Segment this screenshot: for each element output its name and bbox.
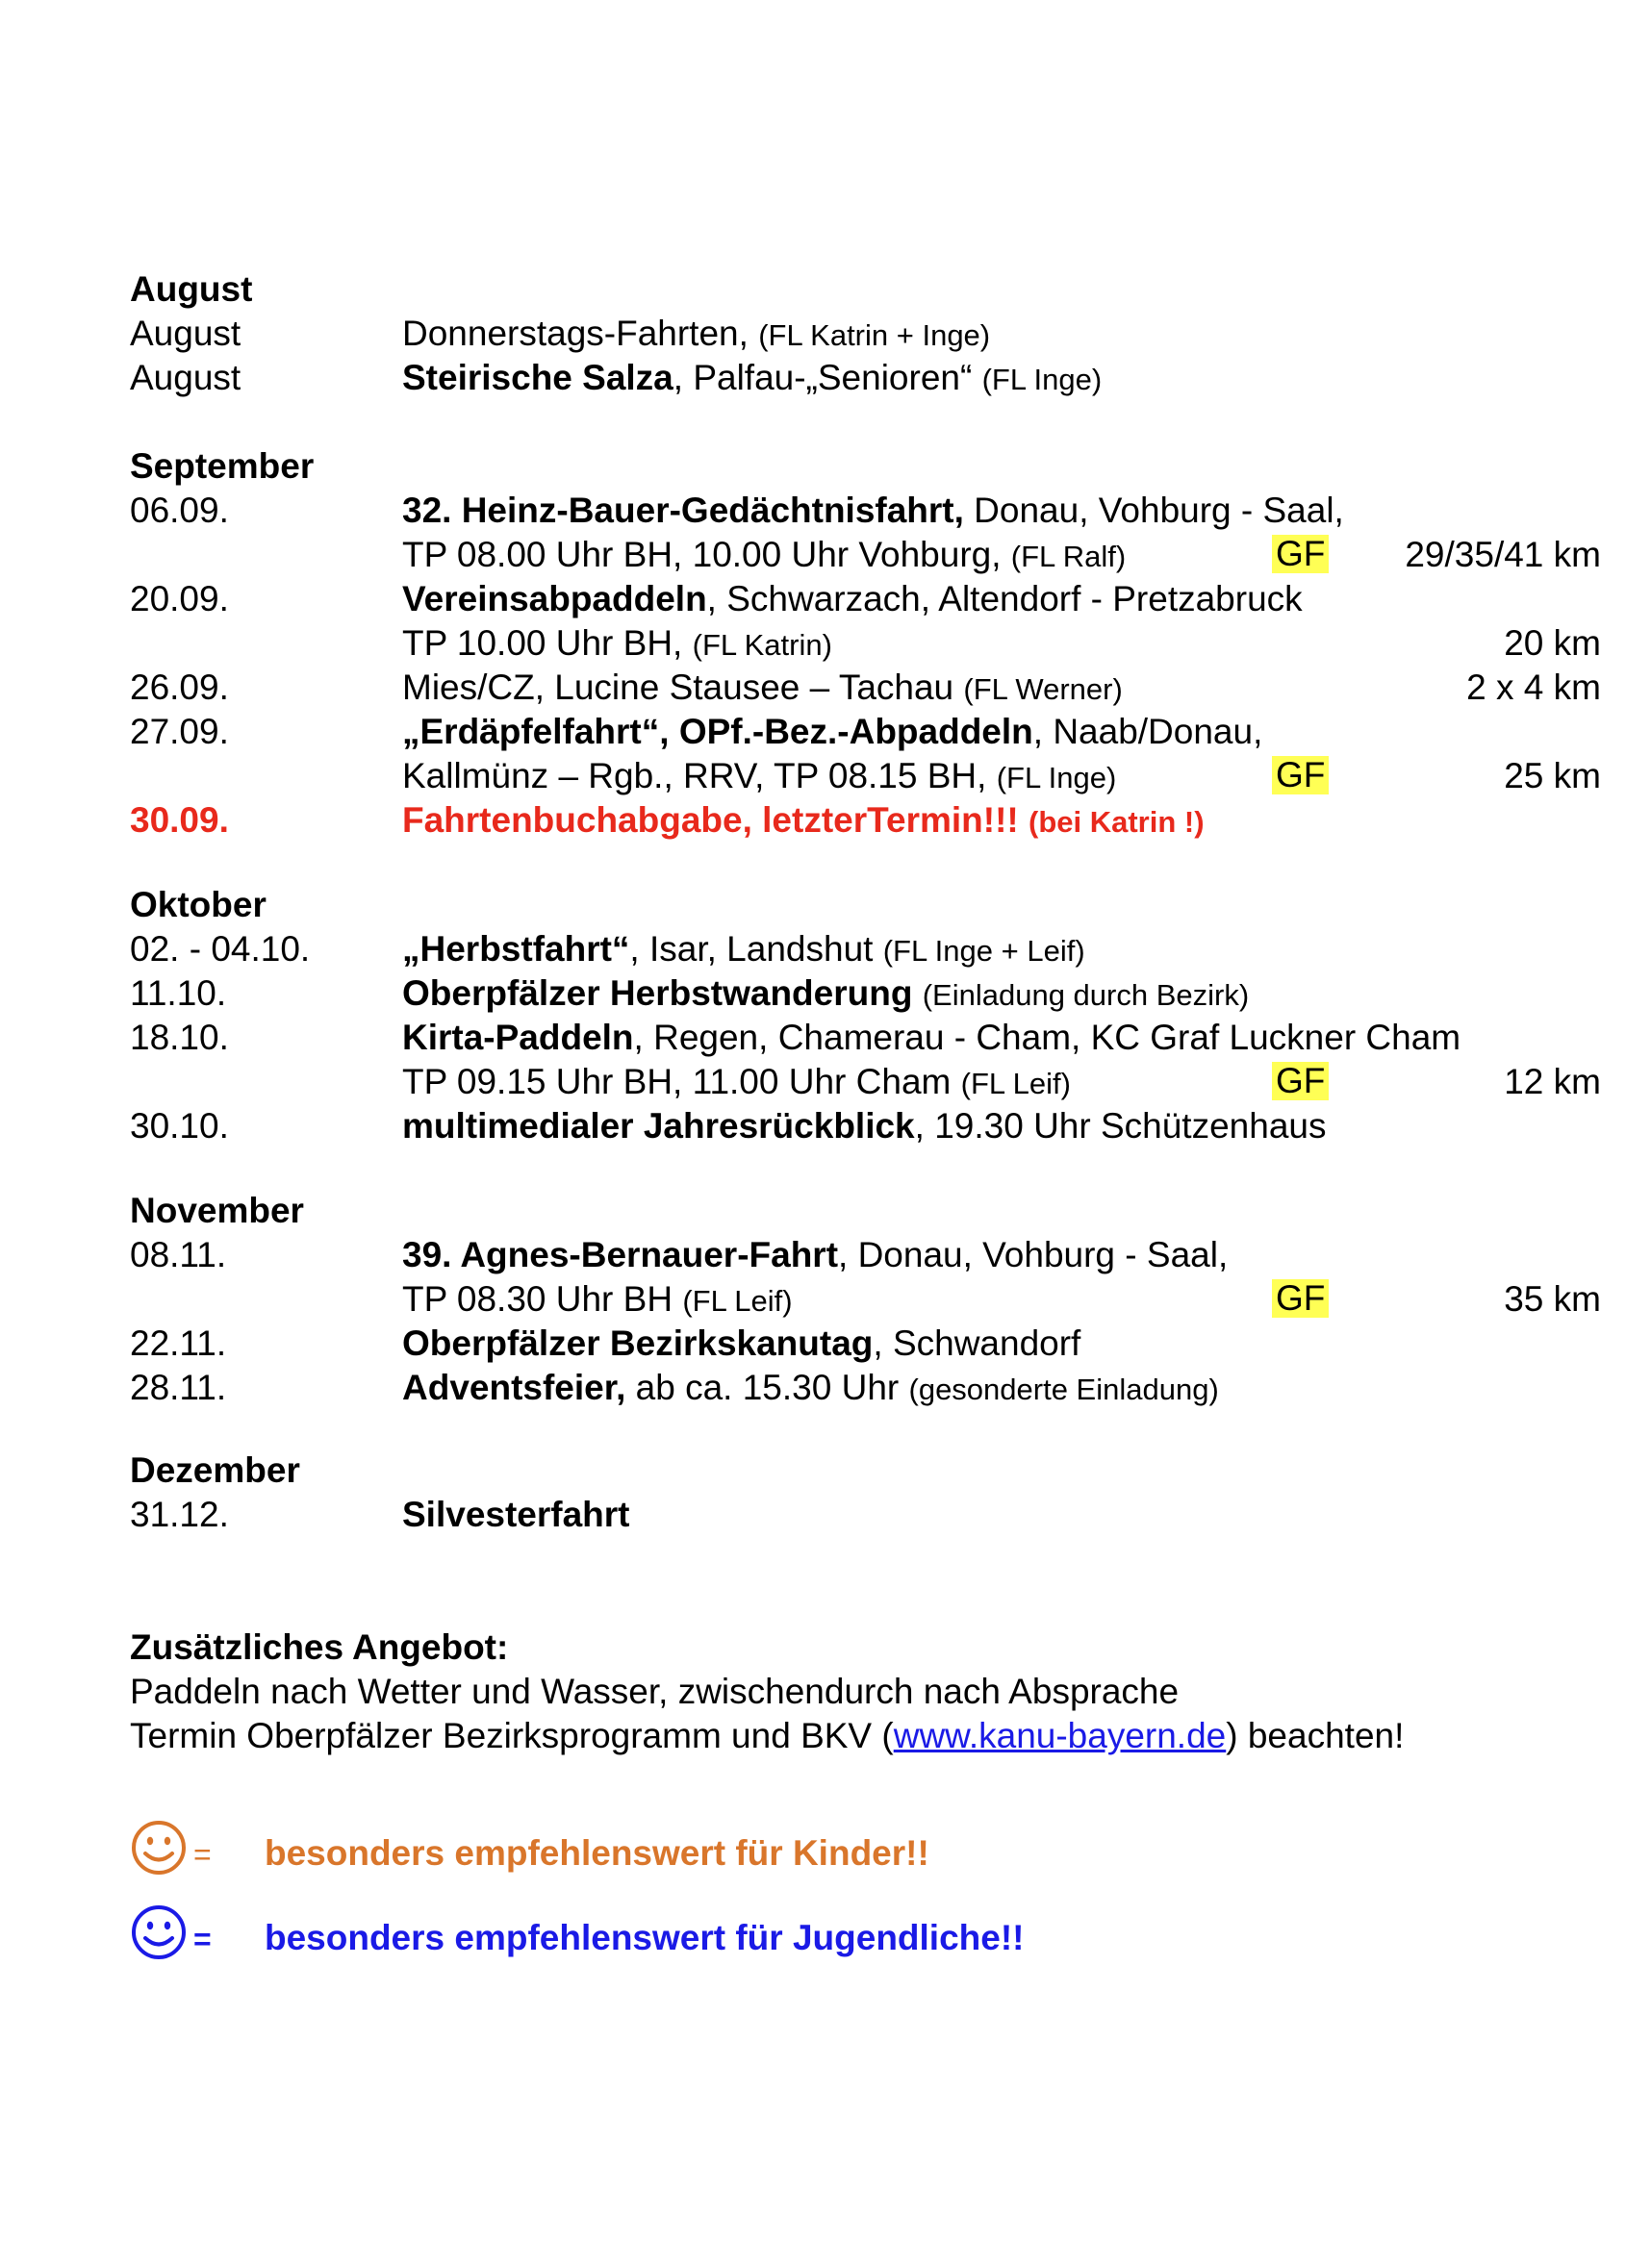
event-text: , Naab/Donau, bbox=[1032, 712, 1263, 751]
month-heading-september: September bbox=[130, 446, 315, 486]
event-desc bbox=[402, 1233, 1228, 1277]
event-title: Steirische Salza bbox=[402, 358, 673, 397]
event-date: 26.09. bbox=[130, 668, 229, 707]
event-text: TP 08.00 Uhr BH, 10.00 Uhr Vohburg, bbox=[402, 535, 1002, 574]
event-note: (FL Inge) bbox=[996, 761, 1117, 794]
event-note: (FL Werner) bbox=[963, 672, 1123, 706]
event-note: (FL Katrin + Inge) bbox=[758, 318, 991, 352]
legend-text: besonders empfehlenswert für Jugendliche!! bbox=[265, 1918, 1025, 1957]
event-date: 30.10. bbox=[130, 1106, 229, 1146]
event-row bbox=[0, 1322, 1651, 1366]
event-row-continued bbox=[0, 533, 1651, 577]
event-title: 32. Heinz-Bauer-Gedächtnisfahrt, bbox=[402, 491, 964, 530]
event-title: Fahrtenbuchabgabe, letzterTermin!!! bbox=[402, 800, 1019, 840]
event-text: Kallmünz – Rgb., RRV, TP 08.15 BH, bbox=[402, 756, 987, 795]
extra-offer-line bbox=[130, 1714, 1404, 1758]
event-distance: 20 km bbox=[1504, 623, 1601, 663]
event-note: (FL Ralf) bbox=[1010, 540, 1127, 573]
month-heading-oktober: Oktober bbox=[130, 885, 267, 924]
event-date: 31.12. bbox=[130, 1495, 229, 1534]
gf-badge: GF bbox=[1272, 1062, 1329, 1100]
event-text: , Palfau-„Senioren“ bbox=[673, 358, 973, 397]
event-date: August bbox=[130, 314, 241, 353]
event-desc bbox=[402, 1493, 630, 1537]
event-title: Kirta-Paddeln bbox=[402, 1018, 634, 1057]
event-note: (bei Katrin !) bbox=[1029, 805, 1205, 839]
event-note: (gesonderte Einladung) bbox=[908, 1373, 1219, 1406]
event-desc bbox=[402, 1366, 1219, 1412]
event-note: (FL Leif) bbox=[682, 1284, 793, 1318]
event-title: „Erdäpfelfahrt“, OPf.-Bez.-Abpaddeln bbox=[402, 712, 1033, 751]
event-date: 06.09. bbox=[130, 491, 229, 530]
event-desc bbox=[402, 533, 1126, 579]
legend-equals: = bbox=[193, 1837, 212, 1872]
extra-offer-line: Paddeln nach Wetter und Wasser, zwischendurch nach Absprache bbox=[130, 1672, 1180, 1711]
event-title: Adventsfeier, bbox=[402, 1368, 626, 1407]
extra-text: Termin Oberpfälzer Bezirksprogramm und BKV ( bbox=[130, 1716, 894, 1755]
event-title: „Herbstfahrt“ bbox=[402, 929, 630, 969]
event-desc bbox=[402, 621, 832, 668]
event-desc bbox=[402, 1016, 1460, 1060]
legend-jugendliche bbox=[130, 1903, 1092, 1970]
event-row bbox=[0, 1233, 1651, 1277]
event-row bbox=[0, 666, 1651, 710]
legend-kinder bbox=[130, 1818, 1092, 1885]
event-desc bbox=[402, 1060, 1071, 1106]
event-row bbox=[0, 927, 1651, 971]
event-date: 22.11. bbox=[130, 1323, 227, 1363]
extra-text: ) beachten! bbox=[1226, 1716, 1405, 1755]
gf-badge: GF bbox=[1272, 1279, 1329, 1318]
event-note: (Einladung durch Bezirk) bbox=[922, 978, 1250, 1012]
event-title: Silvesterfahrt bbox=[402, 1495, 630, 1534]
gf-badge: GF bbox=[1272, 756, 1329, 794]
smiley-icon bbox=[130, 1903, 190, 1962]
smiley-icon bbox=[130, 1818, 190, 1877]
event-date: 11.10. bbox=[130, 973, 227, 1013]
event-text: Donau, Vohburg - Saal, bbox=[963, 491, 1344, 530]
event-row-continued bbox=[0, 1277, 1651, 1322]
event-date: 18.10. bbox=[130, 1018, 229, 1057]
event-note: (FL Leif) bbox=[960, 1067, 1071, 1100]
event-distance: 2 x 4 km bbox=[1466, 668, 1601, 707]
event-desc bbox=[402, 710, 1262, 754]
event-row-continued bbox=[0, 1060, 1651, 1104]
event-date: 08.11. bbox=[130, 1235, 227, 1274]
month-heading-august: August bbox=[130, 269, 253, 309]
event-row bbox=[0, 489, 1651, 533]
event-title: Oberpfälzer Herbstwanderung bbox=[402, 973, 913, 1013]
event-desc bbox=[402, 356, 1102, 402]
event-desc bbox=[402, 312, 990, 358]
event-title: Vereinsabpaddeln bbox=[402, 579, 707, 618]
event-date: 30.09. bbox=[130, 800, 229, 840]
event-distance: 29/35/41 km bbox=[1405, 535, 1601, 574]
event-text: , Schwandorf bbox=[873, 1323, 1081, 1363]
gf-badge: GF bbox=[1272, 535, 1329, 573]
event-note: (FL Katrin) bbox=[692, 628, 832, 662]
event-text: TP 08.30 Uhr BH bbox=[402, 1279, 673, 1319]
event-row bbox=[0, 1104, 1651, 1148]
event-desc bbox=[402, 577, 1303, 621]
event-title: 39. Agnes-Bernauer-Fahrt bbox=[402, 1235, 839, 1274]
event-date: 27.09. bbox=[130, 712, 229, 751]
event-row bbox=[0, 1493, 1651, 1537]
event-text: , Regen, Chamerau - Cham, KC Graf Luckner Cham bbox=[633, 1018, 1461, 1057]
event-desc bbox=[402, 927, 1085, 973]
event-row bbox=[0, 1366, 1651, 1410]
month-heading-dezember: Dezember bbox=[130, 1450, 300, 1490]
event-text: TP 09.15 Uhr BH, 11.00 Uhr Cham bbox=[402, 1062, 952, 1101]
event-text: Mies/CZ, Lucine Stausee – Tachau bbox=[402, 668, 954, 707]
event-title: Oberpfälzer Bezirkskanutag bbox=[402, 1323, 874, 1363]
event-row bbox=[0, 312, 1651, 356]
event-text: , Isar, Landshut bbox=[629, 929, 874, 969]
event-date: 28.11. bbox=[130, 1368, 227, 1407]
event-distance: 35 km bbox=[1504, 1279, 1601, 1319]
event-desc bbox=[402, 489, 1344, 533]
event-row bbox=[0, 356, 1651, 400]
event-distance: 25 km bbox=[1504, 756, 1601, 795]
event-title: multimedialer Jahresrückblick bbox=[402, 1106, 915, 1146]
event-text: ab ca. 15.30 Uhr bbox=[625, 1368, 900, 1407]
event-desc bbox=[402, 971, 1249, 1018]
event-text: , Donau, Vohburg - Saal, bbox=[838, 1235, 1229, 1274]
legend-equals: = bbox=[193, 1922, 212, 1956]
event-date: 02. - 04.10. bbox=[130, 929, 311, 969]
deadline-row bbox=[0, 798, 1651, 843]
event-desc bbox=[402, 1277, 793, 1323]
event-desc bbox=[402, 666, 1123, 712]
event-text: , 19.30 Uhr Schützenhaus bbox=[914, 1106, 1327, 1146]
event-row bbox=[0, 710, 1651, 754]
event-desc bbox=[402, 1322, 1080, 1366]
extra-offer-title: Zusätzliches Angebot: bbox=[130, 1627, 509, 1667]
event-desc bbox=[402, 798, 1205, 844]
event-note: (FL Inge) bbox=[981, 363, 1103, 396]
event-desc bbox=[402, 754, 1116, 800]
event-distance: 12 km bbox=[1504, 1062, 1601, 1101]
event-text: , Schwarzach, Altendorf - Pretzabruck bbox=[706, 579, 1303, 618]
month-heading-november: November bbox=[130, 1191, 304, 1230]
event-date: August bbox=[130, 358, 241, 397]
event-row-continued bbox=[0, 621, 1651, 666]
event-note: (FL Inge + Leif) bbox=[882, 934, 1085, 968]
event-text: Donnerstags-Fahrten, bbox=[402, 314, 749, 353]
event-row bbox=[0, 971, 1651, 1016]
legend-text: besonders empfehlenswert für Kinder!! bbox=[265, 1833, 929, 1873]
event-text: TP 10.00 Uhr BH, bbox=[402, 623, 683, 663]
event-desc bbox=[402, 1104, 1326, 1148]
event-row-continued bbox=[0, 754, 1651, 798]
event-row bbox=[0, 1016, 1651, 1060]
event-date: 20.09. bbox=[130, 579, 229, 618]
event-row bbox=[0, 577, 1651, 621]
kanu-bayern-link[interactable]: www.kanu-bayern.de bbox=[893, 1716, 1227, 1755]
